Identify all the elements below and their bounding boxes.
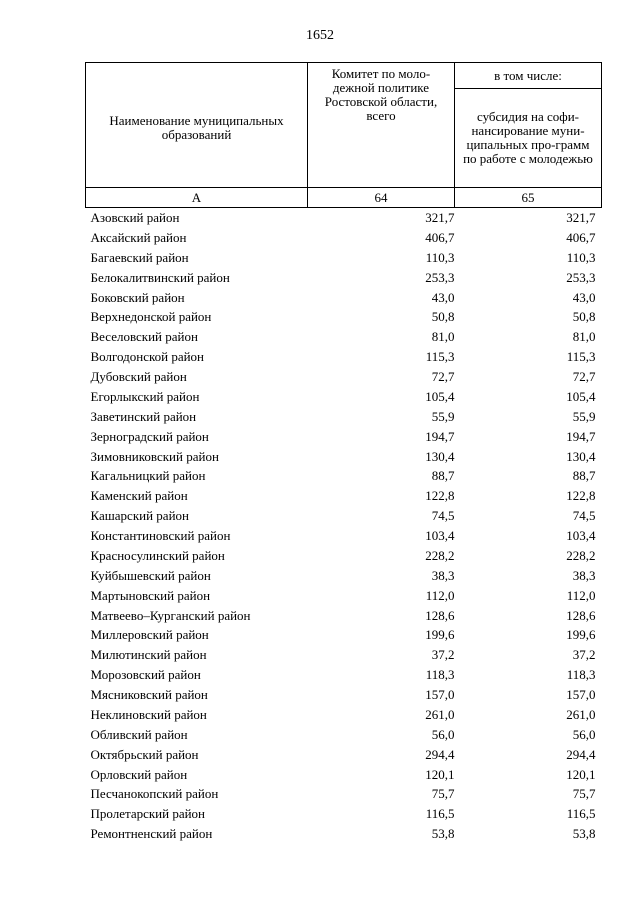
committee-total: 38,3	[431, 567, 455, 583]
subsidy-value: 56,0	[572, 726, 596, 742]
table-row	[86, 407, 602, 427]
district-name: Милютинский район	[90, 647, 207, 663]
subsidy-value: 130,4	[566, 448, 596, 464]
subsidy-value: 128,6	[566, 607, 596, 623]
subsidy-value: 199,6	[566, 627, 596, 643]
district-name: Дубовский район	[90, 369, 187, 384]
committee-total: 72,7	[431, 369, 455, 384]
column-header-including: в том числе:	[455, 63, 602, 89]
table-row	[86, 228, 602, 248]
district-name: Азовский район	[90, 210, 180, 225]
table-row	[86, 725, 602, 745]
district-name: Веселовский район	[90, 329, 198, 345]
committee-total: 253,3	[425, 269, 455, 285]
table-row	[86, 745, 602, 765]
committee-total: 118,3	[425, 667, 455, 683]
committee-total: 105,4	[425, 388, 455, 404]
table-row	[86, 606, 602, 626]
district-name: Кагальницкий район	[90, 468, 206, 484]
district-name: Кашарский район	[90, 508, 189, 524]
subsidy-value: 112,0	[566, 587, 596, 603]
committee-total: 37,2	[431, 647, 455, 663]
district-name: Багаевский район	[90, 249, 189, 265]
committee-total: 74,5	[431, 508, 455, 524]
subsidy-value: 120,1	[566, 766, 596, 782]
table-row	[86, 705, 602, 725]
committee-total: 55,9	[431, 408, 455, 424]
subsidy-value: 55,9	[572, 408, 596, 424]
page-number: 1652	[306, 28, 334, 43]
subsidy-value: 115,3	[566, 349, 596, 365]
column-header-subsidy: субсидия на софи-нансирование муни-ципальных про-грамм по работе с молодежью	[455, 89, 602, 188]
district-name: Мясниковский район	[90, 687, 208, 702]
subsidy-value: 81,0	[572, 329, 596, 345]
table-row	[86, 765, 602, 785]
committee-total: 43,0	[431, 289, 455, 305]
table-row	[86, 586, 602, 606]
table-row	[86, 685, 602, 705]
district-name: Орловский район	[90, 766, 188, 782]
subsidy-value: 72,7	[572, 369, 596, 384]
subsidy-value: 321,7	[566, 210, 596, 225]
column-number-committee: 64	[308, 188, 455, 208]
table-row	[86, 307, 602, 327]
table-row	[86, 288, 602, 308]
table-row	[86, 447, 602, 467]
subsidy-value: 43,0	[572, 289, 596, 305]
table-row	[86, 347, 602, 367]
district-name: Зимовниковский район	[90, 448, 219, 464]
committee-total: 50,8	[431, 309, 455, 325]
district-name: Матвеево–Курганский район	[90, 607, 251, 623]
committee-total: 157,0	[425, 687, 455, 702]
table-row	[86, 387, 602, 407]
committee-total: 228,2	[425, 547, 455, 563]
table-header	[86, 63, 602, 208]
subsidy-value: 122,8	[566, 488, 596, 504]
committee-total: 88,7	[431, 468, 455, 484]
committee-total: 115,3	[425, 349, 455, 365]
subsidy-value: 53,8	[572, 826, 596, 842]
subsidy-value: 116,5	[566, 806, 596, 822]
committee-total: 75,7	[431, 786, 455, 802]
district-name: Волгодонской район	[90, 349, 205, 365]
subsidy-value: 88,7	[572, 468, 596, 484]
table-row	[86, 566, 602, 586]
committee-total: 199,6	[425, 627, 455, 643]
committee-total: 120,1	[425, 766, 455, 782]
subsidy-value: 118,3	[566, 667, 596, 683]
district-name: Октябрьский район	[90, 746, 199, 762]
district-name: Зерноградский район	[90, 428, 209, 444]
district-name: Красносулинский район	[90, 547, 225, 563]
district-name: Мартыновский район	[90, 587, 211, 603]
committee-total: 122,8	[425, 488, 455, 504]
table-row	[86, 248, 602, 268]
district-name: Пролетарский район	[90, 806, 206, 822]
table-row	[86, 486, 602, 506]
subsidy-value: 75,7	[572, 786, 596, 802]
subsidy-value: 253,3	[566, 269, 596, 285]
district-name: Егорлыкский район	[90, 388, 200, 404]
subsidy-value: 228,2	[566, 547, 596, 563]
district-name: Аксайский район	[90, 229, 187, 245]
table-row	[86, 625, 602, 645]
table-row	[86, 546, 602, 566]
subsidy-value: 406,7	[566, 229, 596, 245]
table-row	[86, 804, 602, 824]
column-header-committee: Комитет по моло-дежной политике Ростовской области, всего	[308, 63, 455, 188]
table-body	[86, 208, 602, 845]
committee-total: 103,4	[425, 528, 455, 543]
committee-total: 116,5	[425, 806, 455, 822]
table-row	[86, 526, 602, 546]
district-name: Миллеровский район	[90, 627, 209, 643]
subsidy-value: 74,5	[572, 508, 596, 524]
district-name: Ремонтненский район	[90, 826, 213, 842]
subsidy-value: 157,0	[566, 687, 596, 702]
district-name: Боковский район	[90, 289, 185, 305]
committee-total: 321,7	[425, 210, 455, 225]
subsidy-value: 37,2	[572, 647, 596, 663]
table-row	[86, 665, 602, 685]
district-name: Каменский район	[90, 488, 188, 504]
district-name: Заветинский район	[90, 408, 197, 424]
committee-total: 130,4	[425, 448, 455, 464]
district-name: Неклиновский район	[90, 706, 207, 722]
district-name: Морозовский район	[90, 667, 201, 683]
district-name: Верхнедонской район	[90, 309, 212, 325]
subsidy-value: 110,3	[566, 249, 596, 265]
district-name: Белокалитвинский район	[90, 269, 230, 285]
committee-total: 194,7	[425, 428, 455, 444]
table-row	[86, 824, 602, 844]
district-name: Куйбышевский район	[90, 567, 211, 583]
table-row	[86, 327, 602, 347]
district-name: Песчанокопский район	[90, 786, 219, 802]
column-header-name: Наименование муниципальных образований	[86, 63, 308, 188]
table-row	[86, 427, 602, 447]
column-number-subsidy: 65	[455, 188, 602, 208]
table-row	[86, 466, 602, 486]
table-row	[86, 784, 602, 804]
committee-total: 81,0	[431, 329, 455, 345]
committee-total: 294,4	[425, 746, 455, 762]
subsidy-value: 294,4	[566, 746, 596, 762]
committee-total: 112,0	[425, 587, 455, 603]
committee-total: 128,6	[425, 607, 455, 623]
subsidy-value: 105,4	[566, 388, 596, 404]
committee-total: 110,3	[425, 249, 455, 265]
subsidy-value: 38,3	[572, 567, 596, 583]
district-name: Константиновский район	[90, 528, 231, 543]
subsidy-value: 194,7	[566, 428, 596, 444]
subsidy-value: 261,0	[566, 706, 596, 722]
committee-total: 53,8	[431, 826, 455, 842]
district-name: Обливский район	[90, 726, 188, 742]
table-row	[86, 268, 602, 288]
committee-total: 406,7	[425, 229, 455, 245]
committee-total: 56,0	[431, 726, 455, 742]
table-row	[86, 208, 602, 228]
table-row	[86, 645, 602, 665]
budget-table	[85, 62, 602, 844]
subsidy-value: 50,8	[572, 309, 596, 325]
table-row	[86, 367, 602, 387]
subsidy-value: 103,4	[566, 528, 596, 543]
committee-total: 261,0	[425, 706, 455, 722]
table-row	[86, 506, 602, 526]
column-number-name: А	[86, 188, 308, 208]
